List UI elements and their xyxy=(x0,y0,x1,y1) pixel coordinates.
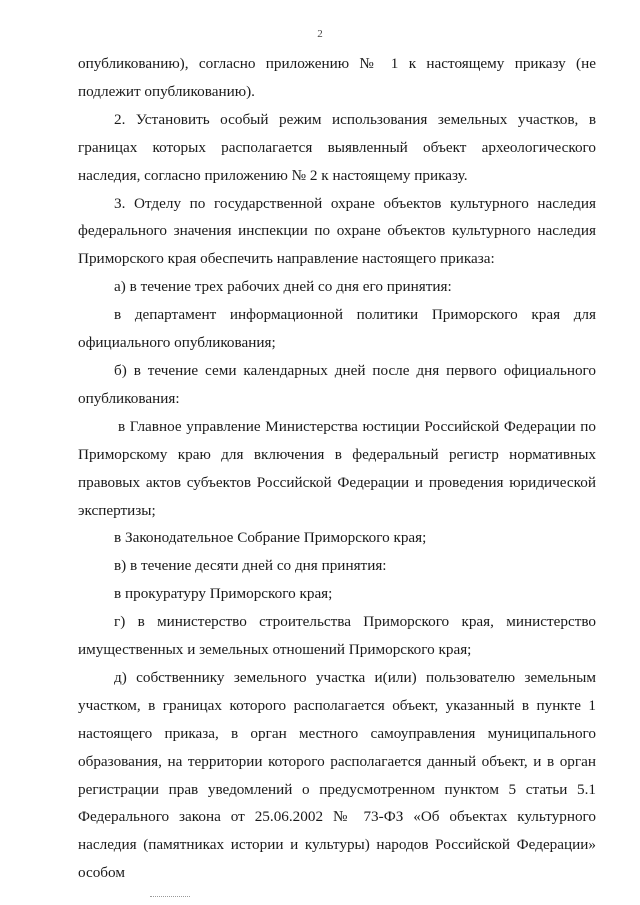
paragraph-subitem-d: д) собственнику земельного участка и(или) пользователю земельным участком, в границах которого располагается объект, указанный в пункте 1 настоящего приказа, в орган местного самоуправления муниципального образования, на территории которого располагается данный объект, и в орган регистрации прав уведомлений о предусмотренном пунктом 5 статьи 5.1 Федерального закона от 25.06.2002 № 73-ФЗ «Об объектах культурного наследия (памятниках истории и культуры) народов Российской Федерации» особом xyxy=(78,668,596,882)
paragraph-item-2: 2. Установить особый режим использования земельных участков, в границах которых располагается выявленный объект археологического наследия, согласно приложению № 2 к настоящему приказу. xyxy=(78,110,596,184)
paragraph-recipient-ministry-justice: в Главное управление Министерства юстиции Российской Федерации по Приморскому краю для включения в федеральный регистр нормативных правовых актов субъектов Российской Федерации и проведения юридической экспертизы; xyxy=(78,417,596,519)
paragraph-subitem-v: в) в течение десяти дней со дня принятия: xyxy=(114,557,387,575)
paragraph-recipient-department: в департамент информационной политики Приморского края для официального опубликования; xyxy=(78,306,596,352)
paragraph-recipient-legislative-assembly: в Законодательное Собрание Приморского края; xyxy=(114,529,427,547)
paragraph-continuation: опубликованию), согласно приложению № 1 к настоящему приказу (не подлежит опубликованию). xyxy=(78,55,596,100)
paragraph-item-3: 3. Отделу по государственной охране объектов культурного наследия федерального значения инспекции по охране объектов культурного наследия Приморского края обеспечить направление настоящего приказа: xyxy=(78,194,596,268)
document-body xyxy=(78,50,596,887)
paragraph-subitem-a: а) в течение трех рабочих дней со дня его принятия: xyxy=(114,278,452,296)
paragraph-subitem-b: б) в течение семи календарных дней после дня первого официального опубликования: xyxy=(78,361,596,407)
paragraph-recipient-prosecutor: в прокуратуру Приморского края; xyxy=(114,585,333,603)
scan-edge-mark xyxy=(150,896,190,898)
paragraph-subitem-g: г) в министерство строительства Приморского края, министерство имущественных и земельных отношений Приморского края; xyxy=(78,613,596,659)
page-number: 2 xyxy=(317,28,323,40)
